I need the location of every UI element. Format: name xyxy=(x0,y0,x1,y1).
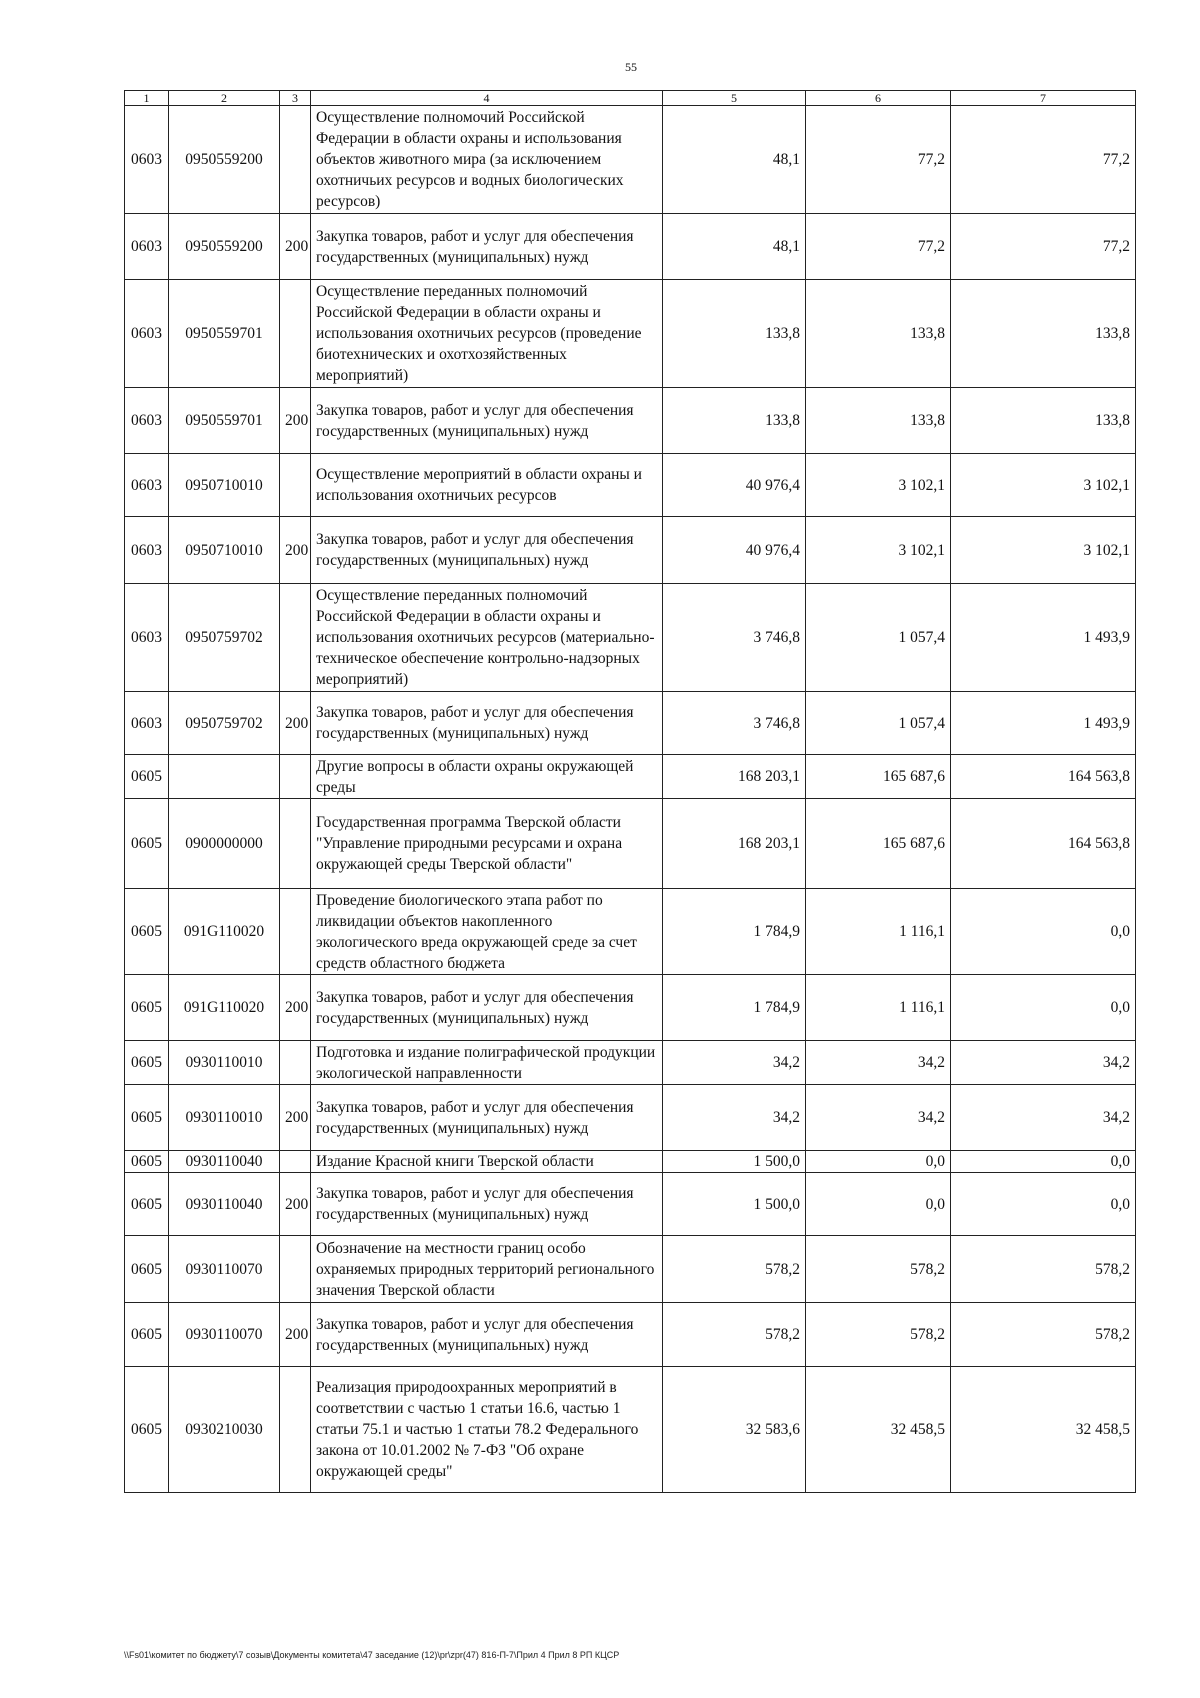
column-header: 2 xyxy=(169,91,280,106)
description-cell: Другие вопросы в области охраны окружающей среды xyxy=(311,755,663,799)
expense-type-cell xyxy=(280,1041,311,1085)
section-code-cell: 0603 xyxy=(125,692,169,755)
description-cell: Подготовка и издание полиграфической продукции экологической направленности xyxy=(311,1041,663,1085)
amount-col7-cell: 133,8 xyxy=(951,388,1136,454)
amount-col5-cell: 168 203,1 xyxy=(663,799,806,889)
amount-col5-cell: 1 500,0 xyxy=(663,1151,806,1173)
expense-type-cell xyxy=(280,1151,311,1173)
target-article-cell: 0930110070 xyxy=(169,1236,280,1303)
section-code-cell: 0603 xyxy=(125,454,169,517)
description-cell: Закупка товаров, работ и услуг для обеспечения государственных (муниципальных) нужд xyxy=(311,1173,663,1236)
file-path-footer: \\Fs01\комитет по бюджету\7 созыв\Документы комитета\47 заседание (12)\pr\zpr(47) 816-П-7\Прил 4 Прил 8 РП КЦСР xyxy=(124,1650,620,1660)
table-row xyxy=(125,106,1136,214)
amount-col5-cell: 1 784,9 xyxy=(663,889,806,975)
table-row xyxy=(125,799,1136,889)
expense-type-cell: 200 xyxy=(280,1085,311,1151)
description-cell: Реализация природоохранных мероприятий в соответствии с частью 1 статьи 16.6, частью 1 статьи 75.1 и частью 1 статьи 78.2 Федерального закона от 10.01.2002 № 7-ФЗ "Об охране окружающей среды" xyxy=(311,1367,663,1493)
amount-col5-cell: 1 784,9 xyxy=(663,975,806,1041)
amount-col7-cell: 0,0 xyxy=(951,1173,1136,1236)
target-article-cell: 0930110010 xyxy=(169,1085,280,1151)
section-code-cell: 0603 xyxy=(125,584,169,692)
amount-col7-cell: 77,2 xyxy=(951,106,1136,214)
amount-col6-cell: 0,0 xyxy=(806,1173,951,1236)
amount-col5-cell: 34,2 xyxy=(663,1085,806,1151)
column-header: 7 xyxy=(951,91,1136,106)
amount-col6-cell: 0,0 xyxy=(806,1151,951,1173)
page-number: 55 xyxy=(625,60,637,74)
amount-col6-cell: 165 687,6 xyxy=(806,755,951,799)
target-article-cell: 091G110020 xyxy=(169,889,280,975)
target-article-cell: 0930110040 xyxy=(169,1173,280,1236)
amount-col6-cell: 3 102,1 xyxy=(806,454,951,517)
amount-col6-cell: 77,2 xyxy=(806,214,951,280)
section-code-cell: 0605 xyxy=(125,1151,169,1173)
amount-col7-cell: 0,0 xyxy=(951,889,1136,975)
column-header: 5 xyxy=(663,91,806,106)
table-row xyxy=(125,1367,1136,1493)
column-header: 3 xyxy=(280,91,311,106)
amount-col6-cell: 578,2 xyxy=(806,1303,951,1367)
amount-col7-cell: 0,0 xyxy=(951,975,1136,1041)
amount-col7-cell: 164 563,8 xyxy=(951,799,1136,889)
target-article-cell: 0930110010 xyxy=(169,1041,280,1085)
table-row xyxy=(125,517,1136,584)
description-cell: Обозначение на местности границ особо охраняемых природных территорий регионального значения Тверской области xyxy=(311,1236,663,1303)
amount-col5-cell: 3 746,8 xyxy=(663,584,806,692)
table-row xyxy=(125,889,1136,975)
table-row xyxy=(125,1236,1136,1303)
amount-col7-cell: 578,2 xyxy=(951,1236,1136,1303)
section-code-cell: 0605 xyxy=(125,1236,169,1303)
amount-col6-cell: 32 458,5 xyxy=(806,1367,951,1493)
expense-type-cell: 200 xyxy=(280,1173,311,1236)
expense-type-cell: 200 xyxy=(280,692,311,755)
amount-col5-cell: 48,1 xyxy=(663,214,806,280)
table-row xyxy=(125,280,1136,388)
expense-type-cell xyxy=(280,280,311,388)
table-header-row xyxy=(125,91,1136,106)
section-code-cell: 0603 xyxy=(125,388,169,454)
amount-col7-cell: 133,8 xyxy=(951,280,1136,388)
amount-col7-cell: 1 493,9 xyxy=(951,584,1136,692)
amount-col6-cell: 34,2 xyxy=(806,1041,951,1085)
target-article-cell: 0930110070 xyxy=(169,1303,280,1367)
table-row xyxy=(125,1151,1136,1173)
amount-col6-cell: 1 116,1 xyxy=(806,975,951,1041)
amount-col7-cell: 77,2 xyxy=(951,214,1136,280)
amount-col7-cell: 164 563,8 xyxy=(951,755,1136,799)
table-row xyxy=(125,1085,1136,1151)
expense-type-cell xyxy=(280,1236,311,1303)
amount-col7-cell: 3 102,1 xyxy=(951,454,1136,517)
column-header: 4 xyxy=(311,91,663,106)
amount-col5-cell: 133,8 xyxy=(663,388,806,454)
expense-type-cell xyxy=(280,889,311,975)
amount-col7-cell: 578,2 xyxy=(951,1303,1136,1367)
table-row xyxy=(125,975,1136,1041)
amount-col6-cell: 1 057,4 xyxy=(806,584,951,692)
target-article-cell: 0950559701 xyxy=(169,388,280,454)
target-article-cell: 0930210030 xyxy=(169,1367,280,1493)
amount-col5-cell: 168 203,1 xyxy=(663,755,806,799)
description-cell: Закупка товаров, работ и услуг для обеспечения государственных (муниципальных) нужд xyxy=(311,1303,663,1367)
description-cell: Государственная программа Тверской области "Управление природными ресурсами и охрана окружающей среды Тверской области" xyxy=(311,799,663,889)
table-row xyxy=(125,755,1136,799)
expense-type-cell: 200 xyxy=(280,214,311,280)
description-cell: Осуществление переданных полномочий Российской Федерации в области охраны и использования охотничьих ресурсов (материально-техническое обеспечение контрольно-надзорных мероприятий) xyxy=(311,584,663,692)
description-cell: Осуществление переданных полномочий Российской Федерации в области охраны и использования охотничьих ресурсов (проведение биотехнических и охотхозяйственных мероприятий) xyxy=(311,280,663,388)
section-code-cell: 0605 xyxy=(125,889,169,975)
description-cell: Закупка товаров, работ и услуг для обеспечения государственных (муниципальных) нужд xyxy=(311,388,663,454)
table-row xyxy=(125,388,1136,454)
table-row xyxy=(125,214,1136,280)
amount-col7-cell: 1 493,9 xyxy=(951,692,1136,755)
target-article-cell: 0930110040 xyxy=(169,1151,280,1173)
amount-col5-cell: 578,2 xyxy=(663,1303,806,1367)
amount-col5-cell: 578,2 xyxy=(663,1236,806,1303)
description-cell: Закупка товаров, работ и услуг для обеспечения государственных (муниципальных) нужд xyxy=(311,214,663,280)
amount-col7-cell: 3 102,1 xyxy=(951,517,1136,584)
description-cell: Осуществление мероприятий в области охраны и использования охотничьих ресурсов xyxy=(311,454,663,517)
section-code-cell: 0605 xyxy=(125,1041,169,1085)
amount-col6-cell: 34,2 xyxy=(806,1085,951,1151)
amount-col6-cell: 77,2 xyxy=(806,106,951,214)
amount-col6-cell: 133,8 xyxy=(806,280,951,388)
section-code-cell: 0605 xyxy=(125,1367,169,1493)
table-row xyxy=(125,454,1136,517)
target-article-cell: 0950710010 xyxy=(169,517,280,584)
amount-col7-cell: 34,2 xyxy=(951,1085,1136,1151)
table-row xyxy=(125,692,1136,755)
expense-type-cell xyxy=(280,454,311,517)
description-cell: Закупка товаров, работ и услуг для обеспечения государственных (муниципальных) нужд xyxy=(311,975,663,1041)
section-code-cell: 0603 xyxy=(125,280,169,388)
section-code-cell: 0603 xyxy=(125,106,169,214)
expense-type-cell xyxy=(280,106,311,214)
amount-col5-cell: 133,8 xyxy=(663,280,806,388)
target-article-cell: 0950759702 xyxy=(169,692,280,755)
expense-type-cell xyxy=(280,755,311,799)
expense-type-cell: 200 xyxy=(280,1303,311,1367)
amount-col5-cell: 34,2 xyxy=(663,1041,806,1085)
section-code-cell: 0605 xyxy=(125,799,169,889)
description-cell: Закупка товаров, работ и услуг для обеспечения государственных (муниципальных) нужд xyxy=(311,517,663,584)
amount-col6-cell: 578,2 xyxy=(806,1236,951,1303)
expense-type-cell: 200 xyxy=(280,388,311,454)
target-article-cell: 0950710010 xyxy=(169,454,280,517)
description-cell: Закупка товаров, работ и услуг для обеспечения государственных (муниципальных) нужд xyxy=(311,1085,663,1151)
amount-col6-cell: 3 102,1 xyxy=(806,517,951,584)
table-row xyxy=(125,1041,1136,1085)
target-article-cell: 0900000000 xyxy=(169,799,280,889)
section-code-cell: 0605 xyxy=(125,1173,169,1236)
amount-col5-cell: 40 976,4 xyxy=(663,454,806,517)
target-article-cell: 0950559200 xyxy=(169,106,280,214)
expense-type-cell xyxy=(280,1367,311,1493)
amount-col5-cell: 3 746,8 xyxy=(663,692,806,755)
description-cell: Издание Красной книги Тверской области xyxy=(311,1151,663,1173)
expense-type-cell xyxy=(280,799,311,889)
section-code-cell: 0605 xyxy=(125,755,169,799)
target-article-cell: 0950559701 xyxy=(169,280,280,388)
amount-col7-cell: 0,0 xyxy=(951,1151,1136,1173)
column-header: 6 xyxy=(806,91,951,106)
target-article-cell: 091G110020 xyxy=(169,975,280,1041)
section-code-cell: 0605 xyxy=(125,1303,169,1367)
expense-type-cell: 200 xyxy=(280,975,311,1041)
budget-table xyxy=(124,90,1136,1493)
section-code-cell: 0605 xyxy=(125,1085,169,1151)
amount-col6-cell: 133,8 xyxy=(806,388,951,454)
amount-col5-cell: 1 500,0 xyxy=(663,1173,806,1236)
amount-col5-cell: 32 583,6 xyxy=(663,1367,806,1493)
amount-col5-cell: 48,1 xyxy=(663,106,806,214)
target-article-cell xyxy=(169,755,280,799)
column-header: 1 xyxy=(125,91,169,106)
expense-type-cell xyxy=(280,584,311,692)
amount-col6-cell: 165 687,6 xyxy=(806,799,951,889)
amount-col7-cell: 34,2 xyxy=(951,1041,1136,1085)
target-article-cell: 0950759702 xyxy=(169,584,280,692)
table-row xyxy=(125,1173,1136,1236)
section-code-cell: 0605 xyxy=(125,975,169,1041)
description-cell: Осуществление полномочий Российской Федерации в области охраны и использования объектов животного мира (за исключением охотничьих ресурсов и водных биологических ресурсов) xyxy=(311,106,663,214)
description-cell: Закупка товаров, работ и услуг для обеспечения государственных (муниципальных) нужд xyxy=(311,692,663,755)
section-code-cell: 0603 xyxy=(125,214,169,280)
amount-col6-cell: 1 116,1 xyxy=(806,889,951,975)
table-row xyxy=(125,584,1136,692)
table-row xyxy=(125,1303,1136,1367)
amount-col5-cell: 40 976,4 xyxy=(663,517,806,584)
section-code-cell: 0603 xyxy=(125,517,169,584)
target-article-cell: 0950559200 xyxy=(169,214,280,280)
description-cell: Проведение биологического этапа работ по ликвидации объектов накопленного экологического вреда окружающей среде за счет средств областного бюджета xyxy=(311,889,663,975)
expense-type-cell: 200 xyxy=(280,517,311,584)
amount-col6-cell: 1 057,4 xyxy=(806,692,951,755)
amount-col7-cell: 32 458,5 xyxy=(951,1367,1136,1493)
